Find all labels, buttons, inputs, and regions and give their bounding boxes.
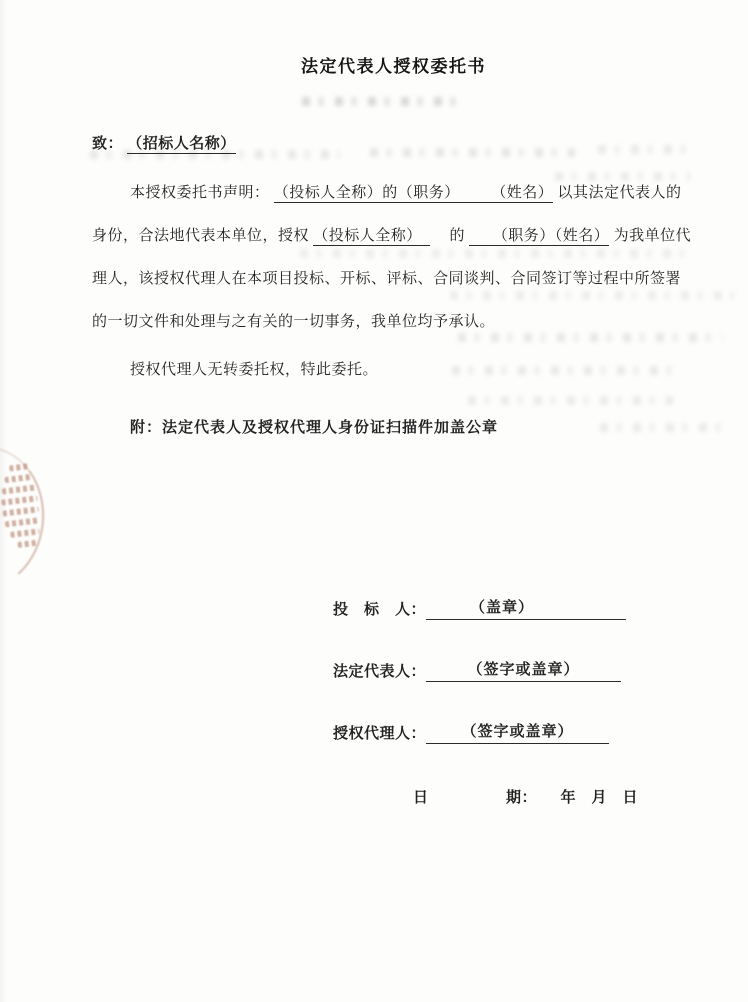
declaration-tail-1: 以其法定代表人的 (557, 185, 682, 201)
bidder-label: 投 标 人： (333, 602, 427, 618)
stamp-arc (0, 440, 51, 596)
authorize-lead: 身份，合法地代表本单位，授权 (92, 228, 310, 244)
bidder-signature-blank (426, 598, 626, 620)
legal-rep-seal-hint: （签字或盖章） (467, 662, 580, 678)
bleedthrough-artifact (452, 366, 677, 375)
body-line-2 (92, 226, 691, 246)
document-title: 法定代表人授权委托书 (301, 57, 486, 76)
legal-rep-signature-blank (426, 660, 621, 682)
bleedthrough-artifact (302, 97, 458, 106)
bleedthrough-artifact (598, 145, 690, 154)
bleedthrough-artifact (600, 423, 730, 432)
agent-label: 授权代理人： (333, 726, 427, 742)
date-row: 日 期： 年 月 日 (413, 790, 639, 806)
bleedthrough-artifact (300, 249, 690, 258)
bleedthrough-artifact (555, 172, 690, 181)
body-line-1 (130, 183, 682, 203)
bleedthrough-artifact (468, 396, 673, 405)
no-subdelegation-clause: 授权代理人无转委托权，特此委托。 (130, 362, 379, 378)
paper-edge-shading (0, 0, 7, 1002)
addressee-blank: （招标人名称） (127, 136, 236, 152)
addressee-line (92, 134, 236, 154)
bidder-seal-hint: （盖章） (470, 600, 535, 616)
addressee-label: 致： (92, 136, 124, 152)
agent-signature-row (333, 722, 609, 744)
agent-seal-hint: （签字或盖章） (461, 724, 574, 740)
partial-stamp-artifact (0, 444, 60, 594)
legal-rep-signature-row (333, 660, 621, 682)
particle-de: 的 (434, 228, 466, 244)
bidder-signature-row (333, 598, 626, 620)
bleedthrough-artifact (450, 291, 735, 300)
body-line-4: 的一切文件和处理与之有关的一切事务，我单位均予承认。 (92, 314, 496, 330)
legal-rep-label: 法定代表人： (333, 664, 427, 680)
bleedthrough-artifact (370, 148, 575, 157)
bleedthrough-artifact (458, 333, 723, 342)
stamp-texture (0, 462, 51, 550)
title-name-blank: （职务）（姓名） (469, 228, 610, 244)
bidder-name-title-name-blank: （投标人全称）的（职务） （姓名） (273, 185, 554, 201)
agent-signature-blank (426, 722, 609, 744)
declaration-lead: 本授权委托书声明： (130, 185, 270, 201)
bidder-name-blank: （投标人全称） (313, 228, 430, 244)
attachment-note: 附：法定代表人及授权代理人身份证扫描件加盖公章 (130, 420, 499, 436)
body-line-3: 理人，该授权代理人在本项目投标、开标、评标、合同谈判、合同签订等过程中所签署 (92, 271, 682, 287)
authorize-tail: 为我单位代 (613, 228, 692, 244)
